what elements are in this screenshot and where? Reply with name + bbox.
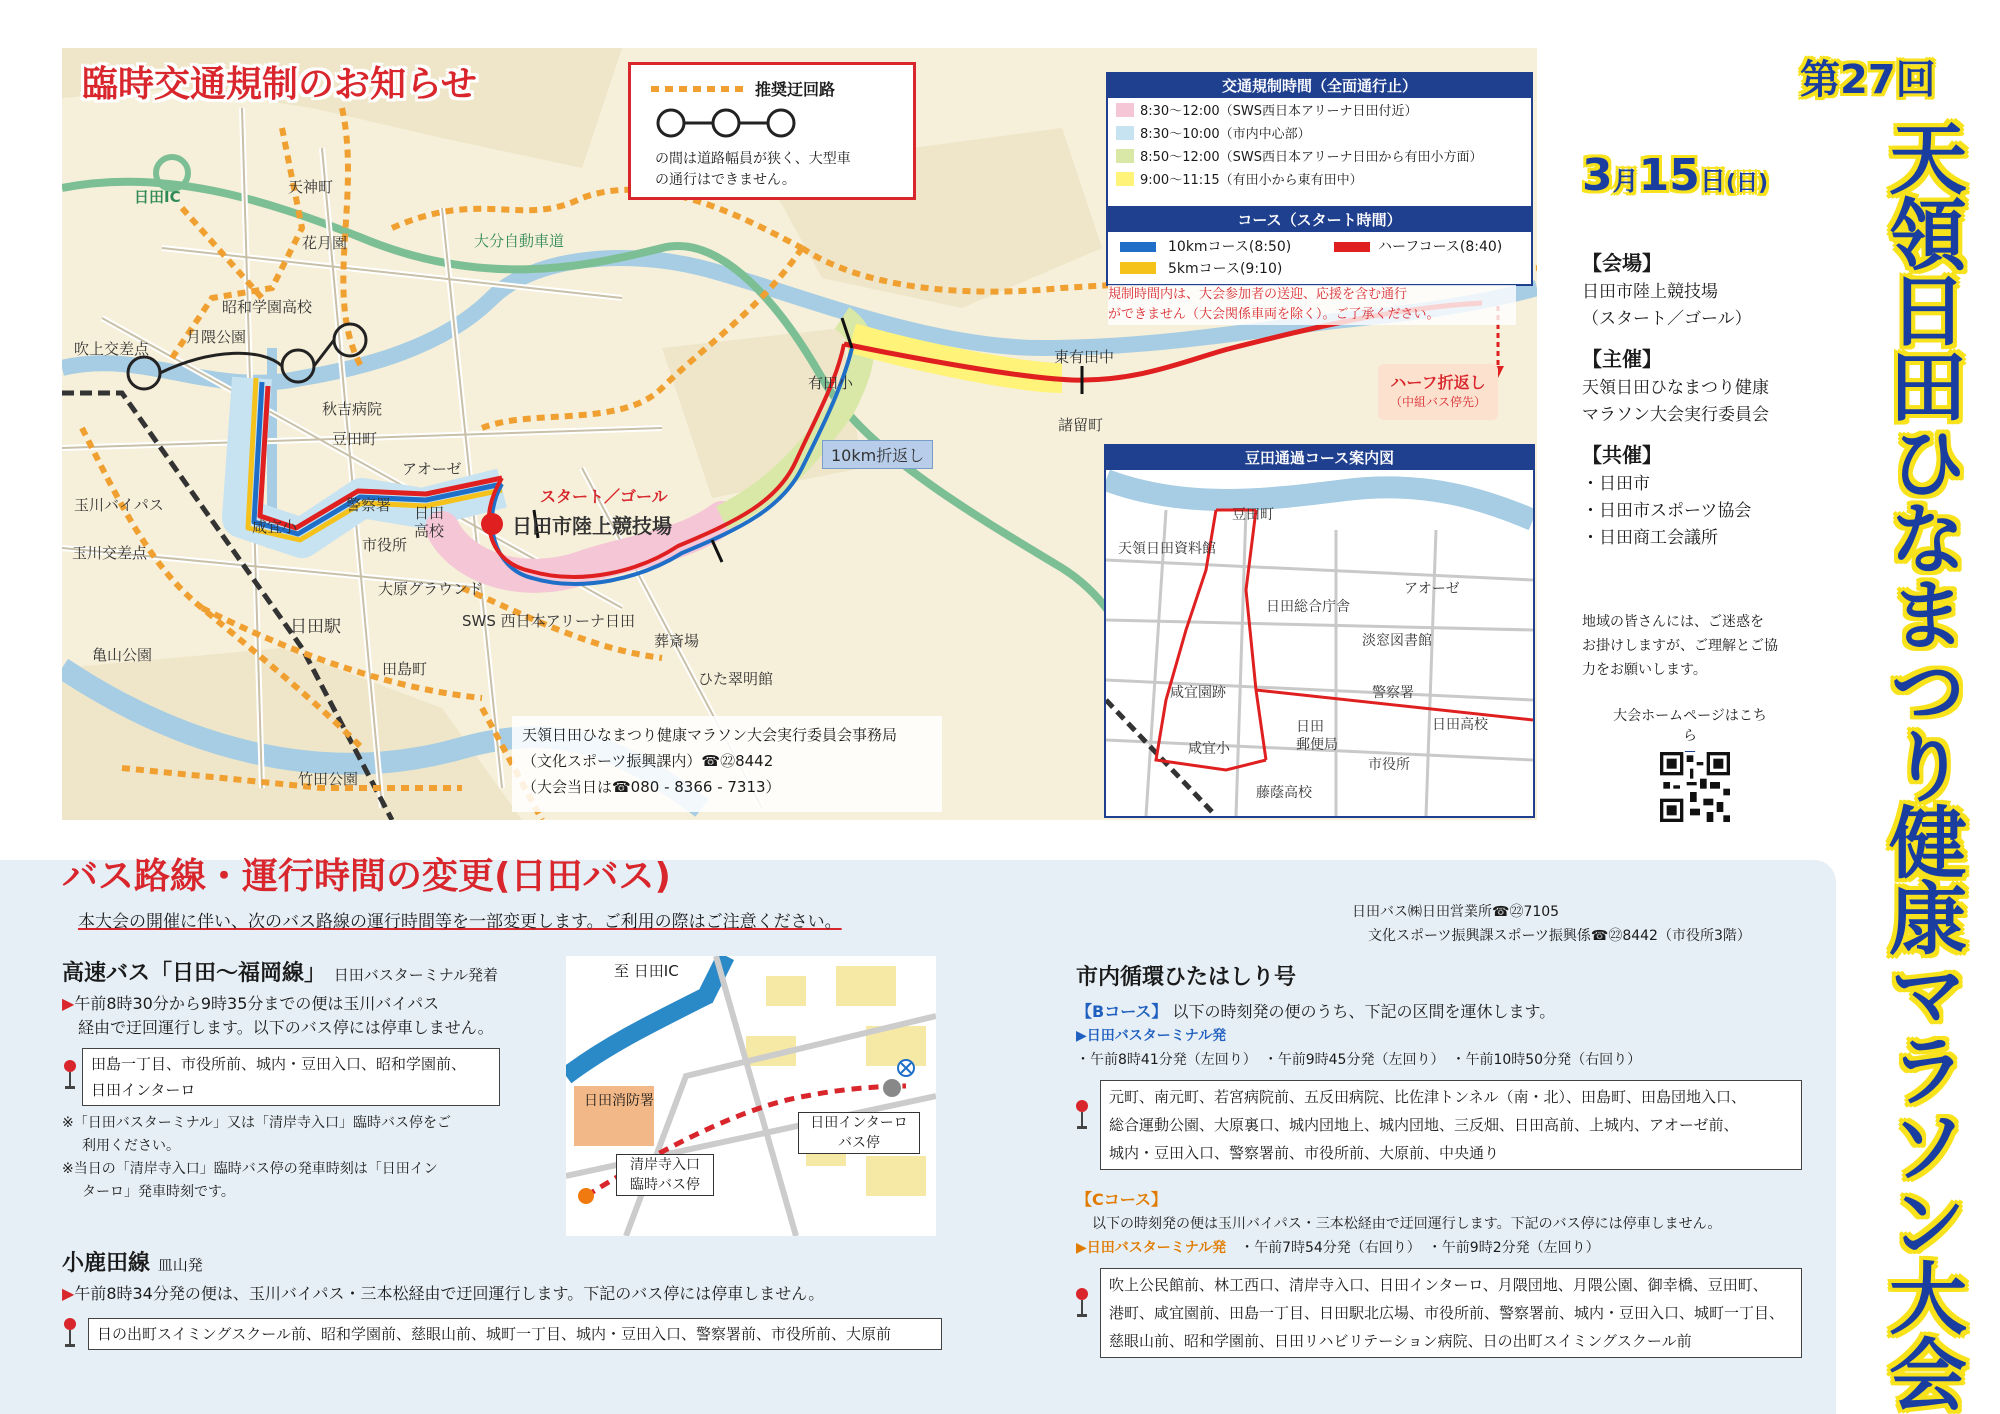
label-takeda: 竹田公園 [298, 770, 359, 788]
bus-section-title: バス路線・運行時間の変更(日田バス) [62, 856, 671, 897]
label-kangi: 咸宜小 [252, 518, 298, 536]
start-goal-marker [481, 513, 503, 535]
label-higashi-arita: 東有田中 [1054, 348, 1115, 366]
map-to-ic: 至 日田IC [614, 962, 679, 980]
inset-label-aoze: アオーゼ [1404, 581, 1460, 597]
regulation-notice: 規制時間内は、大会参加者の送迎、応援を含む通行 ができません（大会関係車両を除く）。ご了承ください。 [1108, 285, 1516, 325]
label-hita-suimei: ひた翠明館 [698, 670, 774, 688]
inset-graphics [1106, 470, 1533, 816]
inset-label-shiyakusho: 市役所 [1368, 757, 1410, 773]
koshida-text: ▶午前8時34分発の便は、玉川バイパス・三本松経由で迂回運行します。下記のバス停には停車しません。 [62, 1284, 825, 1303]
regulation-row: 8:30〜12:00（SWS西日本アリーナ日田付近） [1108, 98, 1531, 121]
label-mameda: 豆田町 [332, 430, 378, 448]
koshida-stops: 日の出町スイミングスクール前、昭和学園前、慈眼山前、城町一丁目、城内・豆田入口、警察署前、市役所前、大原前 [88, 1318, 942, 1350]
event-date: 3月15日(日) [1582, 150, 1769, 201]
label-tenjin: 天神町 [288, 178, 334, 196]
loop-head: 市内循環ひたはしり号 [1076, 965, 1297, 990]
c-course-head: 【Cコース】 [1076, 1190, 1167, 1209]
bus-contact-2: 文化スポーツ振興課スポーツ振興係☎㉒8442（市役所3階） [1368, 928, 1751, 944]
inset-label-tanso: 淡窓図書館 [1362, 633, 1432, 649]
course-half-label: ハーフコース(8:40) [1378, 239, 1503, 255]
turn-half-box [1378, 364, 1498, 420]
bus-intro: 本大会の開催に伴い、次のバス路線の運行時間等を一部変更します。ご利用の際はご注意ください。 [78, 912, 842, 932]
label-tsukikuma: 月隈公園 [186, 328, 247, 346]
b-course-times: ・午前8時41分発（左回り） ・午前9時45分発（左回り） ・午前10時50分発（右回り） [1076, 1052, 1642, 1068]
temporary-stop-map [566, 956, 936, 1236]
venue-info: 【会場】 日田市陸上競技場 （スタート／ゴール） [1582, 251, 1752, 329]
inset-label-mameda: 豆田町 [1232, 507, 1274, 523]
label-akiyoshi: 秋吉病院 [322, 400, 383, 418]
label-saijo: 葬斎場 [654, 632, 700, 650]
b-course-from: ▶日田バスターミナル発 [1076, 1028, 1227, 1044]
label-expressway: 大分自動車道 [474, 232, 565, 250]
course-10k-swatch [1120, 242, 1156, 252]
bus-stop-icon [62, 1318, 78, 1348]
bus-stop-icon [1074, 1100, 1090, 1130]
inset-label-post: 日田 郵便局 [1296, 719, 1338, 753]
map-temp-stop: 清岸寺入口 臨時バス停 [616, 1154, 714, 1196]
label-keisatsu: 警察署 [346, 496, 392, 514]
detour-legend [628, 62, 916, 200]
course-legend-box [1106, 206, 1533, 286]
inset-head: 豆田通過コース案内図 [1106, 446, 1533, 470]
mameda-inset-map [1104, 444, 1535, 818]
cohost-info: 【共催】 ・日田市 ・日田市スポーツ協会 ・日田商工会議所 [1582, 443, 1752, 548]
label-turn-half-sub: （中組バス停先） [1389, 395, 1486, 409]
course-5k-swatch [1120, 262, 1156, 274]
regulation-head: 交通規制時間（全面通行止） [1108, 74, 1531, 98]
label-tajima: 田島町 [382, 660, 428, 678]
course-half-swatch [1334, 242, 1370, 252]
edition-label: 第27回 [1800, 57, 1936, 103]
label-ohara-ground: 大原グラウンド [378, 580, 484, 598]
inset-label-shiryokan: 天領日田資料館 [1118, 541, 1216, 557]
inset-label-sogochosha: 日田総合庁舎 [1266, 599, 1350, 615]
bus-stop-icon [62, 1060, 78, 1090]
detour-label: 推奨迂回路 [755, 80, 836, 99]
express-head: 高速バス「日田〜福岡線」 日田バスターミナル発着 [62, 961, 498, 986]
label-aoze: アオーゼ [402, 460, 462, 478]
c-course-times: ▶日田バスターミナル発 ・午前7時54分発（右回り） ・午前9時2分発（左回り） [1076, 1240, 1600, 1256]
homepage-label: 大会ホームページはこちら [1613, 708, 1767, 744]
label-hita-station: 日田駅 [290, 617, 341, 637]
map-title: 臨時交通規制のお知らせ [82, 64, 477, 105]
label-morodome: 諸留町 [1058, 416, 1104, 434]
express-text: ▶午前8時30分から9時35分までの便は玉川バイパス 経由で迂回運行します。以下のバス停には停車しません。 [62, 994, 494, 1037]
label-showa-gakuen: 昭和学園高校 [222, 298, 313, 316]
koshida-head: 小鹿田線 皿山発 [62, 1251, 203, 1276]
label-stadium: 日田市陸上競技場 [512, 514, 672, 538]
course-10k-label: 10kmコース(8:50) [1168, 239, 1292, 255]
label-turn-10k: 10km折返し [822, 440, 933, 469]
course-head: コース（スタート時間） [1108, 208, 1531, 232]
inset-label-kangien: 咸宜園跡 [1170, 685, 1226, 701]
b-course-stops: 元町、南元町、若宮病院前、五反田病院、比佐津トンネル（南・北）、田島町、田島団地入口、 総合運動公園、大原裏口、城内団地上、城内団地、三反畑、日田高前、上城内、アオーゼ前、 城内・豆田入口、警察署前、市役所前、大原前、中央通り [1100, 1080, 1802, 1170]
narrow-road-note: の間は道路幅員が狭く、大型車 の通行はできません。 [655, 151, 851, 188]
label-sws-arena: SWS 西日本アリーナ日田 [462, 612, 636, 630]
label-turn-half: ハーフ折返し [1390, 373, 1486, 392]
regulation-row: 9:00〜11:15（有田小から東有田中） [1108, 167, 1531, 190]
label-start-goal: スタート／ゴール [540, 487, 668, 506]
course-5k-label: 5kmコース(9:10) [1168, 261, 1283, 277]
homepage-qr-code[interactable] [1660, 752, 1730, 822]
express-stops: 田島一丁目、市役所前、城内・豆田入口、昭和学園前、 日田インターロ [82, 1048, 500, 1106]
map-inter-stop: 日田インターロ バス停 [798, 1112, 920, 1154]
host-info: 【主催】 天領日田ひなまつり健康 マラソン大会実行委員会 [1582, 347, 1769, 425]
c-course-text: 以下の時刻発の便は玉川バイパス・三本松経由で迂回運行します。下記のバス停には停車しません。 [1092, 1216, 1722, 1232]
regulation-row: 8:50〜12:00（SWS西日本アリーナ日田から有田小方面） [1108, 144, 1531, 167]
express-notes: ※「日田バスターミナル」又は「清岸寺入口」臨時バス停をご 利用ください。 ※当日の「清岸寺入口」臨時バス停の発車時刻は「日田イン ターロ」発車時刻です。 [62, 1115, 452, 1200]
inset-label-kangi: 咸宜小 [1188, 741, 1230, 757]
regulation-row: 8:30〜10:00（市内中心部） [1108, 121, 1531, 144]
traffic-map [62, 48, 1537, 820]
map-fire-station: 日田消防署 [584, 1093, 654, 1109]
label-tamagawa-bypass: 玉川バイパス [74, 496, 164, 514]
inset-label-keisatsu: 警察署 [1372, 685, 1414, 701]
label-tamagawa-cross: 玉川交差点 [72, 544, 148, 562]
map-contact: 天領日田ひなまつり健康マラソン大会実行委員会事務局 （文化スポーツ振興課内）☎㉒8442 （大会当日は☎080 - 8366 - 7313） [512, 716, 942, 812]
label-arita-sho: 有田小 [808, 374, 854, 392]
inset-label-hita-hs: 日田高校 [1432, 717, 1488, 733]
label-kagetsu: 花月園 [302, 234, 348, 252]
bus-stop-icon [1074, 1288, 1090, 1318]
label-kameyama: 亀山公園 [92, 646, 153, 664]
inset-label-fujikage: 藤蔭高校 [1256, 785, 1312, 801]
label-fukiage: 吹上交差点 [74, 340, 150, 358]
label-hita-hs: 日田高校 [414, 504, 445, 540]
label-shiyakusho: 市役所 [362, 536, 408, 554]
apology-text: 地域の皆さんには、ご迷惑を お掛けしますが、ご理解とご協 力をお願いします。 [1582, 614, 1778, 678]
bus-contact-1: 日田バス㈱日田営業所☎㉒7105 [1352, 904, 1560, 920]
b-course-text: 【Bコース】 以下の時刻発の便のうち、下記の区間を運休します。 [1076, 1002, 1556, 1021]
event-title: 天領日田ひなまつり健康マラソン大会 [1876, 118, 1966, 1410]
c-course-stops: 吹上公民館前、林工西口、清岸寺入口、日田インターロ、月隈団地、月隈公園、御幸橋、豆田町、 港町、咸宜園前、田島一丁目、日田駅北広場、市役所前、警察署前、城内・豆田入口、城町一丁目、 慈眼山前、昭和学園前、日田リハビリテーション病院、日の出町スイミングスクール前 [1100, 1268, 1802, 1358]
label-hita-ic: 日田IC [134, 188, 181, 206]
